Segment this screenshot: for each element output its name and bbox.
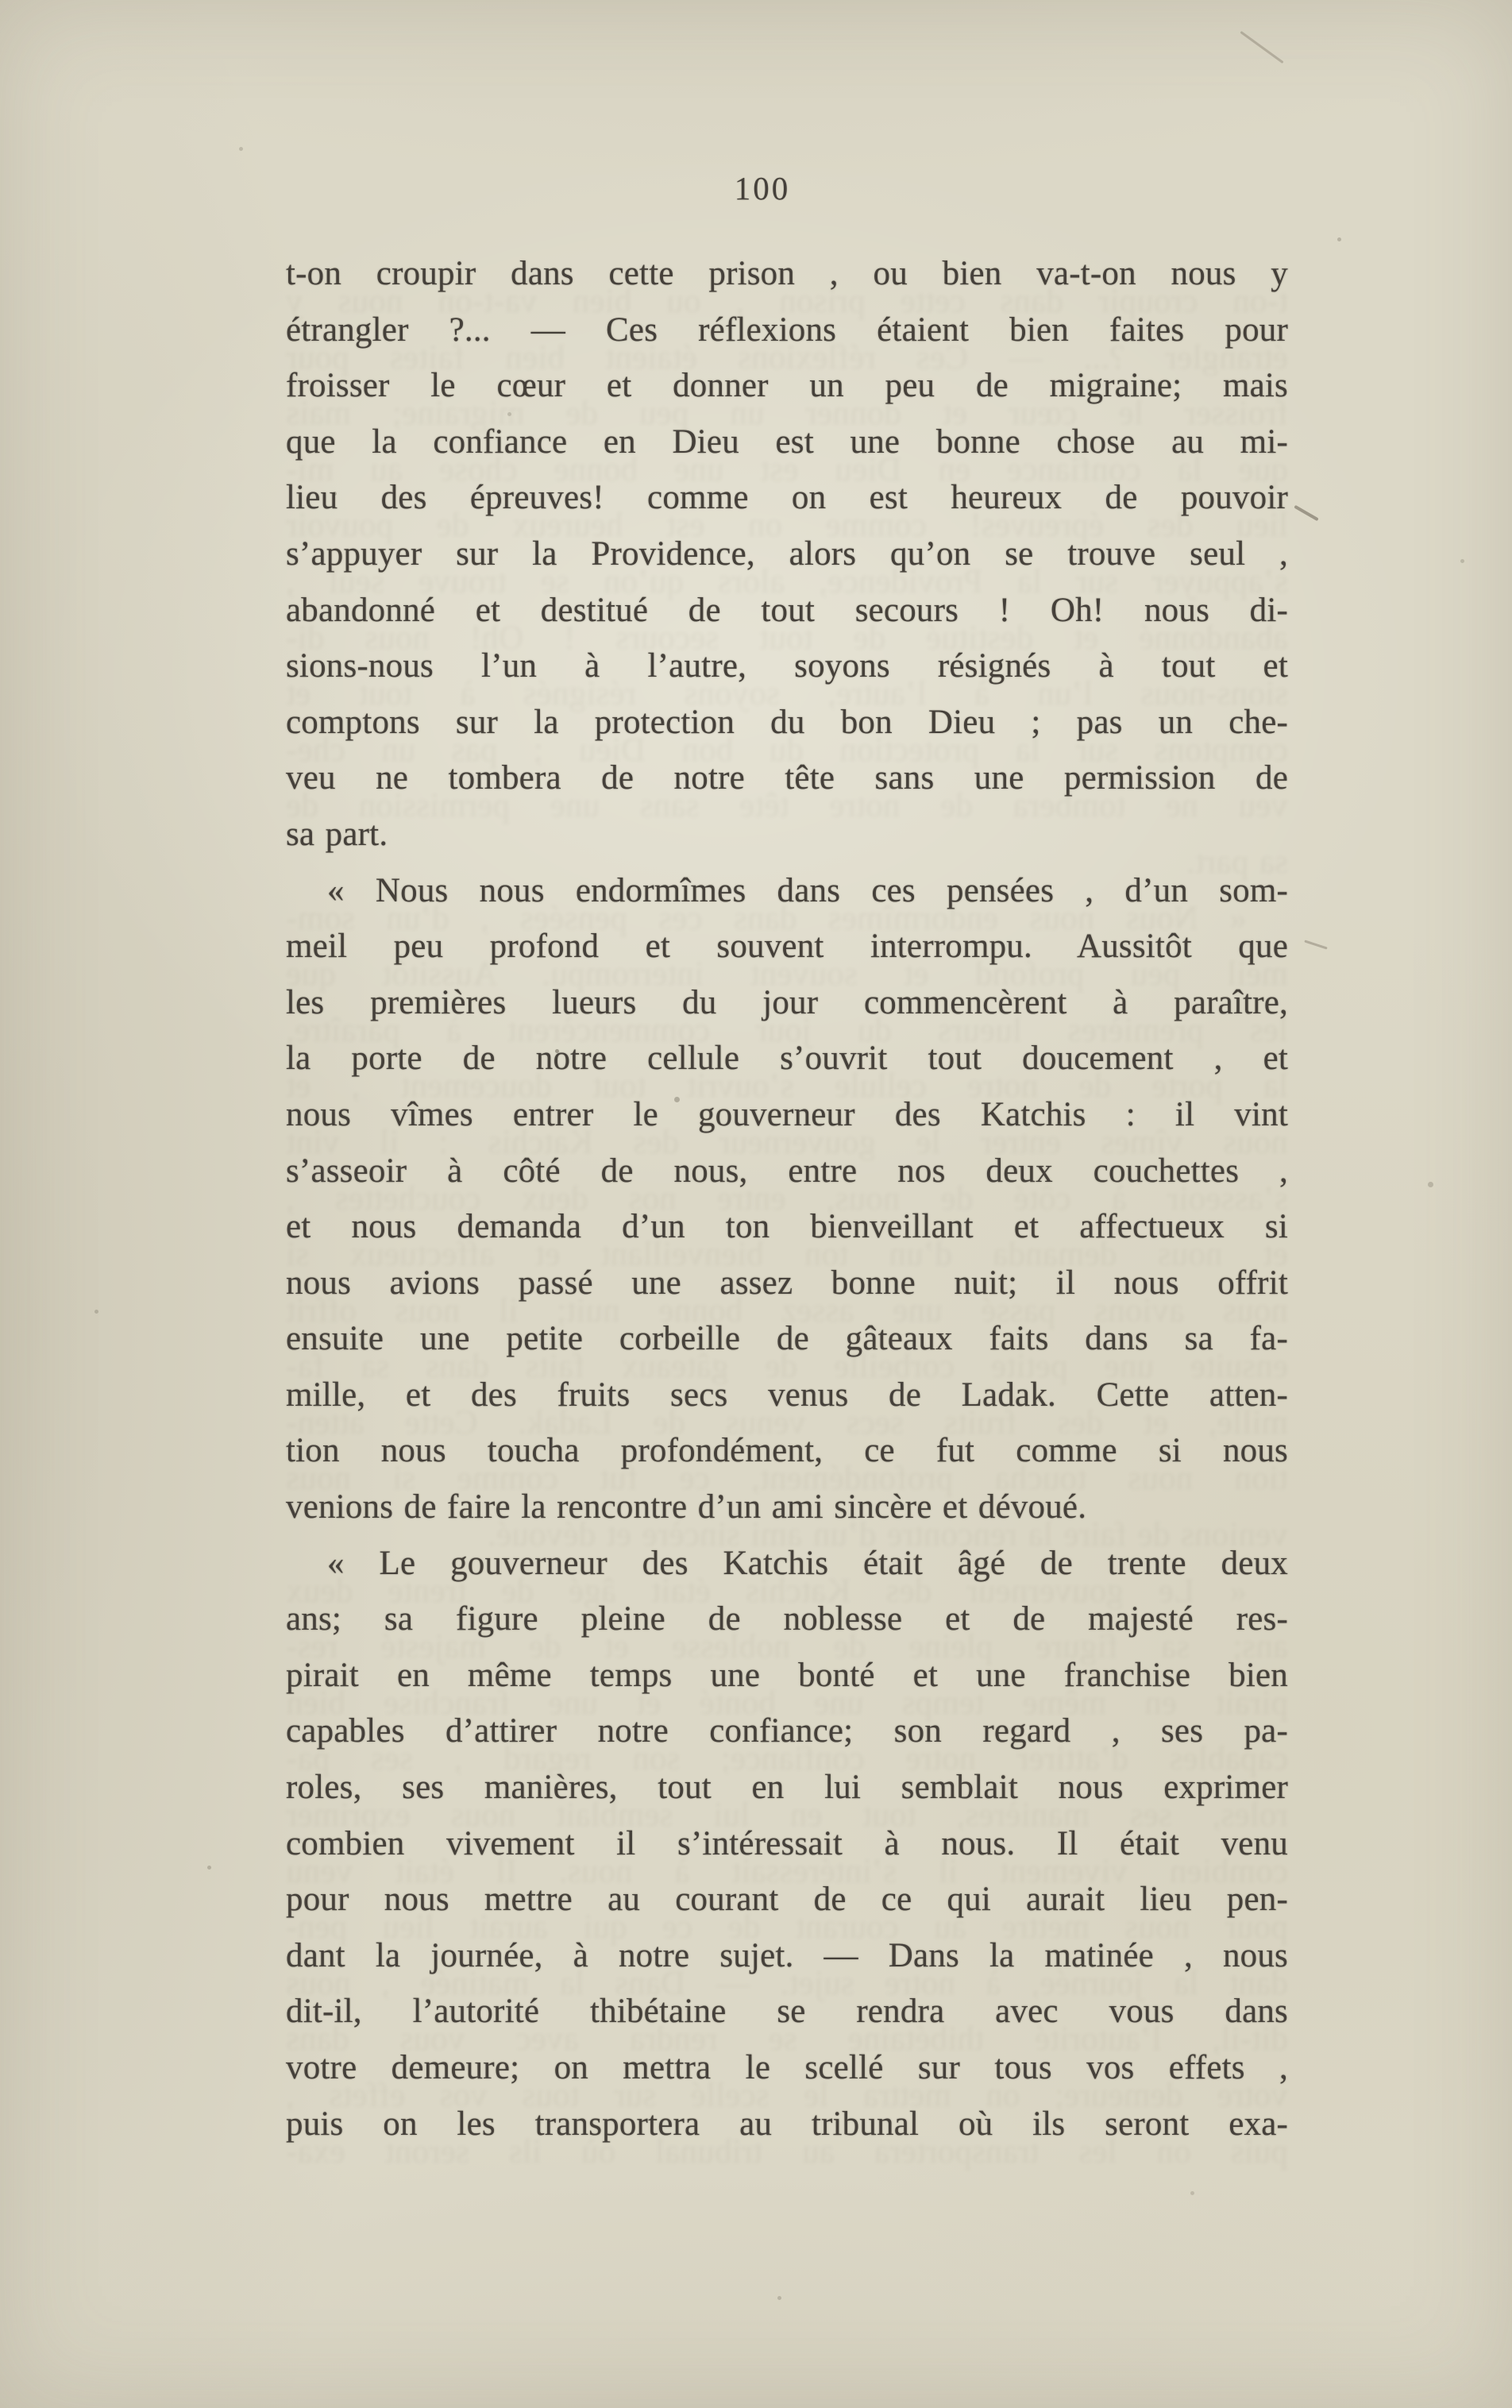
page-number: 100 bbox=[734, 170, 791, 206]
text-line: votre demeure; on mettra le scellé sur tous vos effets , bbox=[286, 2077, 1288, 2114]
pen-mark bbox=[1294, 505, 1318, 521]
text-line: « Nous nous endormîmes dans ces pensées , d’un som- bbox=[286, 899, 1247, 937]
text-line: ans; sa figure pleine de noblesse et de majesté res- bbox=[286, 1628, 1288, 1666]
text-line: comptons sur la protection du bon Dieu ; pas un che- bbox=[286, 731, 1288, 769]
pen-mark bbox=[1240, 31, 1283, 64]
text-line: dit-il, l’autorité thibétaine se rendra avec vous dans bbox=[286, 2020, 1288, 2059]
text-line: tion nous toucha profondément, ce fut comme si nous bbox=[286, 1432, 1288, 1470]
text-line: dant la journée, à notre sujet. — Dans la matinée , nous bbox=[286, 1964, 1288, 2002]
pen-mark bbox=[1304, 940, 1327, 949]
text-line: et nous demanda d’un ton bienveillant et affectueux si bbox=[286, 1236, 1288, 1274]
text-line: meil peu profond et souvent interrompu. Aussitôt que bbox=[286, 955, 1288, 994]
text-line: pirait en même temps une bonté et une franchise bien bbox=[286, 1684, 1288, 1722]
text-line: roles, ses manières, tout en lui semblait nous exprimer bbox=[286, 1769, 1288, 1807]
text-line: dit-il, l’autorité thibétaine se rendra avec vous dans bbox=[286, 1993, 1288, 2031]
text-line: s’appuyer sur la Providence, alors qu’on se trouve seul , bbox=[286, 562, 1288, 600]
text-line: veu ne tombera de notre tête sans une permission de bbox=[286, 759, 1288, 797]
text-line: ensuite une petite corbeille de gâteaux faits dans sa fa- bbox=[286, 1320, 1288, 1358]
text-line: mille, et des fruits secs venus de Ladak. Cette atten- bbox=[286, 1376, 1288, 1414]
text-line: et nous demanda d’un ton bienveillant et affectueux si bbox=[286, 1208, 1288, 1246]
text-line: sa part. bbox=[1186, 843, 1288, 881]
text-line: pirait en même temps une bonté et une franchise bien bbox=[286, 1656, 1288, 1694]
text-line: venions de faire la rencontre d’un ami sincère et dévoué. bbox=[487, 1516, 1288, 1554]
text-line: abandonné et destitué de tout secours ! Oh! nous di- bbox=[286, 591, 1288, 629]
text-line: sions-nous l’un à l’autre, soyons résignés à tout et bbox=[286, 647, 1288, 685]
text-line: la porte de notre cellule s’ouvrit tout doucement , et bbox=[286, 1067, 1288, 1106]
text-line: sions-nous l’un à l’autre, soyons résignés à tout et bbox=[286, 675, 1288, 713]
text-line: venions de faire la rencontre d’un ami sincère et dévoué. bbox=[286, 1488, 1087, 1526]
text-line: les premières lueurs du jour commencèrent à paraître, bbox=[286, 1011, 1288, 1049]
text-line: votre demeure; on mettra le scellé sur tous vos effets , bbox=[286, 2049, 1288, 2086]
text-line: s’appuyer sur la Providence, alors qu’on se trouve seul , bbox=[286, 534, 1288, 573]
text-line: froisser le cœur et donner un peu de migraine; mais bbox=[286, 367, 1288, 405]
text-line: t-on croupir dans cette prison , ou bien va-t-on nous y bbox=[286, 255, 1288, 292]
text-line: pour nous mettre au courant de ce qui aurait lieu pen- bbox=[286, 1881, 1288, 1919]
text-line: les premières lueurs du jour commencèrent à paraître, bbox=[286, 983, 1288, 1021]
text-line: meil peu profond et souvent interrompu. Aussitôt que bbox=[286, 928, 1288, 966]
text-line: nous vîmes entrer le gouverneur des Katchis : il vint bbox=[286, 1123, 1288, 1161]
ink-specks bbox=[0, 0, 2, 2]
body-text-block bbox=[286, 246, 1288, 2152]
text-line: capables d’attirer notre confiance; son regard , ses pa- bbox=[286, 1712, 1288, 1750]
text-line: t-on croupir dans cette prison , ou bien va-t-on nous y bbox=[286, 283, 1288, 320]
text-line: dant la journée, à notre sujet. — Dans la matinée , nous bbox=[286, 1936, 1288, 1974]
text-line: « Le gouverneur des Katchis était âgé de trente deux bbox=[286, 1572, 1247, 1610]
text-line: étrangler ?... — Ces réflexions étaient bien faites pour bbox=[286, 338, 1288, 376]
text-line: veu ne tombera de notre tête sans une permission de bbox=[286, 787, 1288, 825]
text-line: comptons sur la protection du bon Dieu ; pas un che- bbox=[286, 703, 1288, 741]
text-line: nous vîmes entrer le gouverneur des Katchis : il vint bbox=[286, 1095, 1288, 1133]
text-line: « Nous nous endormîmes dans ces pensées , d’un som- bbox=[327, 871, 1288, 909]
text-line: s’asseoir à côté de nous, entre nos deux couchettes , bbox=[286, 1179, 1288, 1218]
text-line: que la confiance en Dieu est une bonne chose au mi- bbox=[286, 423, 1288, 461]
text-line: puis on les transportera au tribunal où ils seront exa- bbox=[286, 2105, 1288, 2143]
text-line: pour nous mettre au courant de ce qui aurait lieu pen- bbox=[286, 1908, 1288, 1947]
text-line: que la confiance en Dieu est une bonne chose au mi- bbox=[286, 450, 1288, 488]
text-line: ans; sa figure pleine de noblesse et de majesté res- bbox=[286, 1600, 1288, 1638]
text-line: combien vivement il s’intéressait à nous. Il était venu bbox=[286, 1852, 1288, 1890]
text-line: roles, ses manières, tout en lui semblait nous exprimer bbox=[286, 1796, 1288, 1835]
text-line: lieu des épreuves! comme on est heureux de pouvoir bbox=[286, 507, 1288, 545]
text-line: étrangler ?... — Ces réflexions étaient bien faites pour bbox=[286, 311, 1288, 349]
text-line: s’asseoir à côté de nous, entre nos deux couchettes , bbox=[286, 1152, 1288, 1190]
text-line: ensuite une petite corbeille de gâteaux faits dans sa fa- bbox=[286, 1348, 1288, 1386]
text-line: nous avions passé une assez bonne nuit; il nous offrit bbox=[286, 1264, 1288, 1302]
text-line: abandonné et destitué de tout secours ! Oh! nous di- bbox=[286, 619, 1288, 657]
text-line: mille, et des fruits secs venus de Ladak. Cette atten- bbox=[286, 1403, 1288, 1441]
text-line: puis on les transportera au tribunal où ils seront exa- bbox=[286, 2132, 1288, 2171]
text-line: « Le gouverneur des Katchis était âgé de trente deux bbox=[327, 1544, 1288, 1582]
text-line: nous avions passé une assez bonne nuit; il nous offrit bbox=[286, 1291, 1288, 1329]
text-line: tion nous toucha profondément, ce fut comme si nous bbox=[286, 1460, 1288, 1498]
text-line: froisser le cœur et donner un peu de migraine; mais bbox=[286, 395, 1288, 433]
text-line: combien vivement il s’intéressait à nous. Il était venu bbox=[286, 1824, 1288, 1862]
text-line: capables d’attirer notre confiance; son regard , ses pa- bbox=[286, 1740, 1288, 1778]
text-line: sa part. bbox=[286, 815, 388, 853]
text-line: lieu des épreuves! comme on est heureux de pouvoir bbox=[286, 479, 1288, 517]
text-line: la porte de notre cellule s’ouvrit tout doucement , et bbox=[286, 1040, 1288, 1078]
